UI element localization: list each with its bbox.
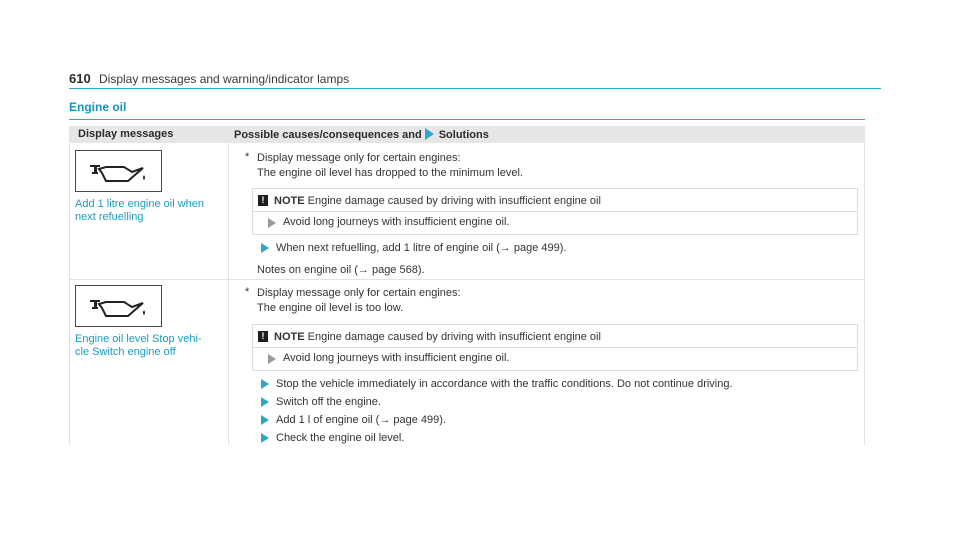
column-header-display-messages: Display messages: [78, 128, 174, 140]
engine-oil-can-icon: [75, 150, 162, 192]
asterisk-marker: *: [245, 286, 250, 298]
step-text: Switch off the engine.: [276, 396, 381, 408]
table-row-divider: [69, 279, 865, 280]
solutions-arrow-icon: [425, 128, 434, 140]
step-text: Check the engine oil level.: [276, 432, 405, 444]
step-text: Stop the vehicle immediately in accordance with the traffic conditions. Do not continue driving.: [276, 378, 733, 390]
running-header-title: Display messages and warning/indicator lamps: [99, 72, 350, 86]
note-label: NOTE: [274, 331, 305, 343]
note-box: [252, 188, 858, 235]
column-header-solutions-label: Solutions: [438, 129, 489, 141]
column-header-causes-solutions: [234, 128, 489, 141]
engine-condition-line: Display message only for certain engines:: [257, 152, 461, 164]
step-arrow-icon: [261, 415, 269, 425]
cause-line: The engine oil level is too low.: [257, 302, 404, 314]
note-heading: [274, 194, 601, 208]
grey-bullet-arrow-icon: [268, 218, 276, 228]
oil-notes-reference: Notes on engine oil (→ page 568).: [257, 264, 425, 276]
engine-condition-line: Display message only for certain engines:: [257, 287, 461, 299]
warning-exclamation-icon: !: [258, 195, 268, 206]
step-arrow-icon: [261, 379, 269, 389]
step-arrow-icon: [261, 433, 269, 443]
display-message-add-oil: Add 1 litre engine oil when next refuelling: [75, 198, 205, 223]
note-action: Avoid long journeys with insufficient engine oil.: [283, 352, 510, 364]
step-text: When next refuelling, add 1 litre of engine oil (→ page 499).: [276, 242, 567, 254]
cause-line: The engine oil level has dropped to the minimum level.: [257, 167, 523, 179]
grey-bullet-arrow-icon: [268, 354, 276, 364]
step-arrow-icon: [261, 397, 269, 407]
display-message-stop-vehicle: Engine oil level Stop vehi- cle Switch engine off: [75, 333, 202, 358]
note-divider: [253, 211, 857, 212]
step-text: Add 1 l of engine oil (→ page 499).: [276, 414, 447, 426]
section-divider: [69, 119, 865, 120]
page-number: 610: [69, 71, 91, 86]
table-left-border: [69, 143, 70, 445]
note-label: NOTE: [274, 195, 305, 207]
note-text: Engine damage caused by driving with insufficient engine oil: [307, 195, 601, 207]
note-box: [252, 324, 858, 371]
step-arrow-icon: [261, 243, 269, 253]
section-title: Engine oil: [69, 100, 127, 114]
running-header: [69, 70, 881, 89]
note-action: Avoid long journeys with insufficient engine oil.: [283, 216, 510, 228]
table-right-border: [864, 143, 865, 445]
warning-exclamation-icon: !: [258, 331, 268, 342]
column-header-causes-label: Possible causes/consequences and: [234, 129, 422, 141]
table-column-divider: [228, 143, 229, 445]
note-divider: [253, 347, 857, 348]
note-heading: [274, 330, 601, 344]
note-text: Engine damage caused by driving with insufficient engine oil: [307, 331, 601, 343]
engine-oil-can-icon: [75, 285, 162, 327]
asterisk-marker: *: [245, 151, 250, 163]
table-header: [69, 126, 865, 143]
